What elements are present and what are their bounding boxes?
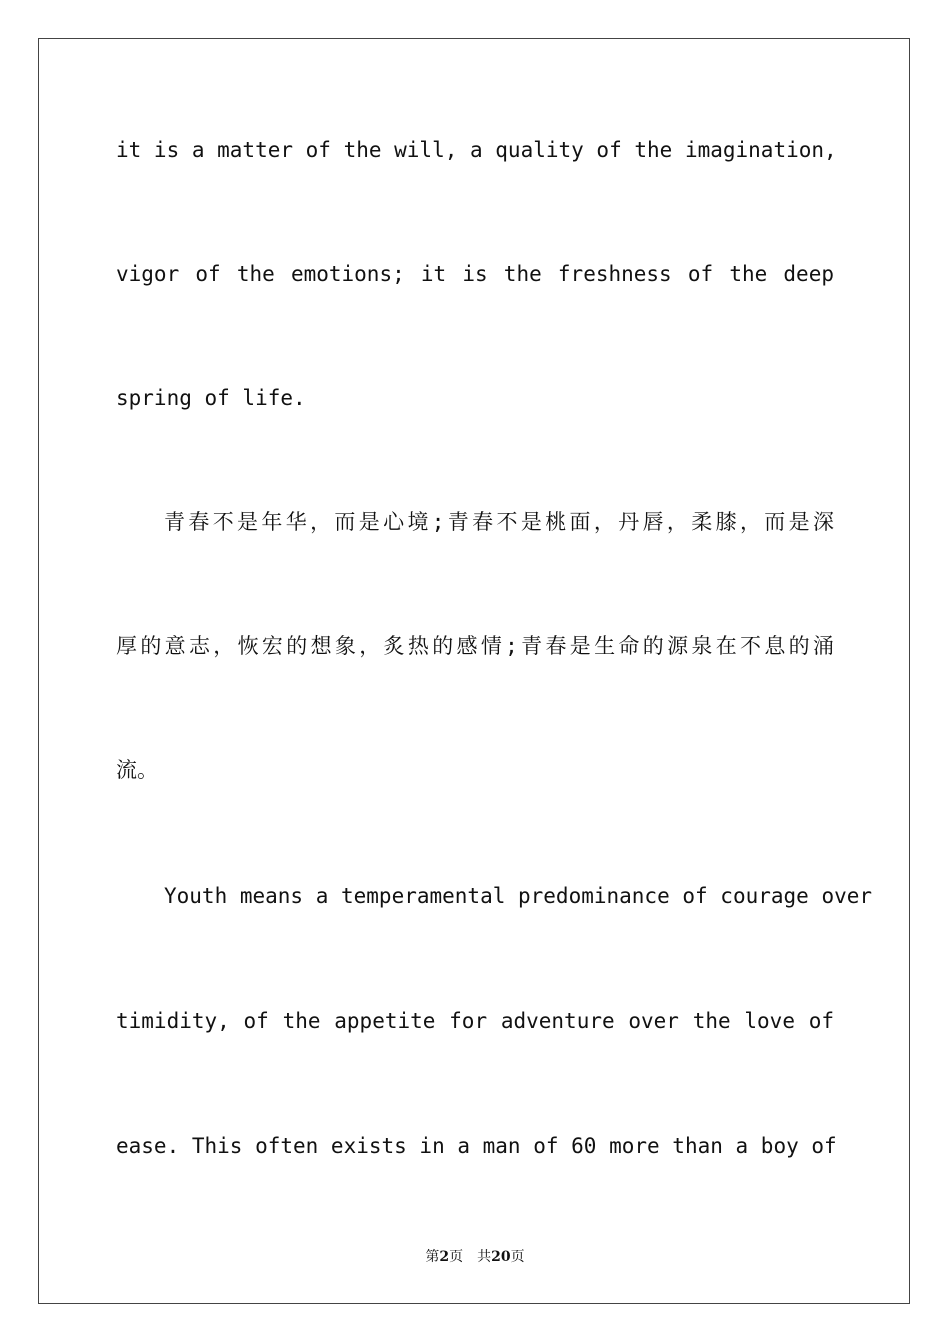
page-border — [38, 38, 910, 1304]
paragraph-line: timidity, of the appetite for adventure over the love of — [116, 1009, 834, 1033]
total-pages: 20 — [491, 1249, 511, 1265]
page-suffix: 页 — [449, 1249, 464, 1265]
paragraph-line: it is a matter of the will, a quality of the imagination, — [116, 138, 837, 162]
paragraph-line: Youth means a temperamental predominance of courage over — [164, 884, 873, 908]
paragraph-line: 青春不是年华，而是心境;青春不是桃面，丹唇，柔膝，而是深 — [164, 510, 834, 534]
paragraph-line: spring of life. — [116, 386, 306, 410]
paragraph-line: 流。 — [116, 758, 158, 782]
total-prefix: 共 — [477, 1249, 492, 1265]
page-prefix: 第 — [425, 1249, 440, 1265]
page-number: 2 — [439, 1249, 450, 1265]
paragraph-line: vigor of the emotions; it is the freshness of the deep — [116, 262, 834, 286]
page-footer — [0, 1246, 950, 1266]
paragraph-line: 厚的意志，恢宏的想象，炙热的感情;青春是生命的源泉在不息的涌 — [116, 634, 834, 658]
total-suffix: 页 — [510, 1249, 525, 1265]
paragraph-line: ease. This often exists in a man of 60 more than a boy of — [116, 1134, 837, 1158]
